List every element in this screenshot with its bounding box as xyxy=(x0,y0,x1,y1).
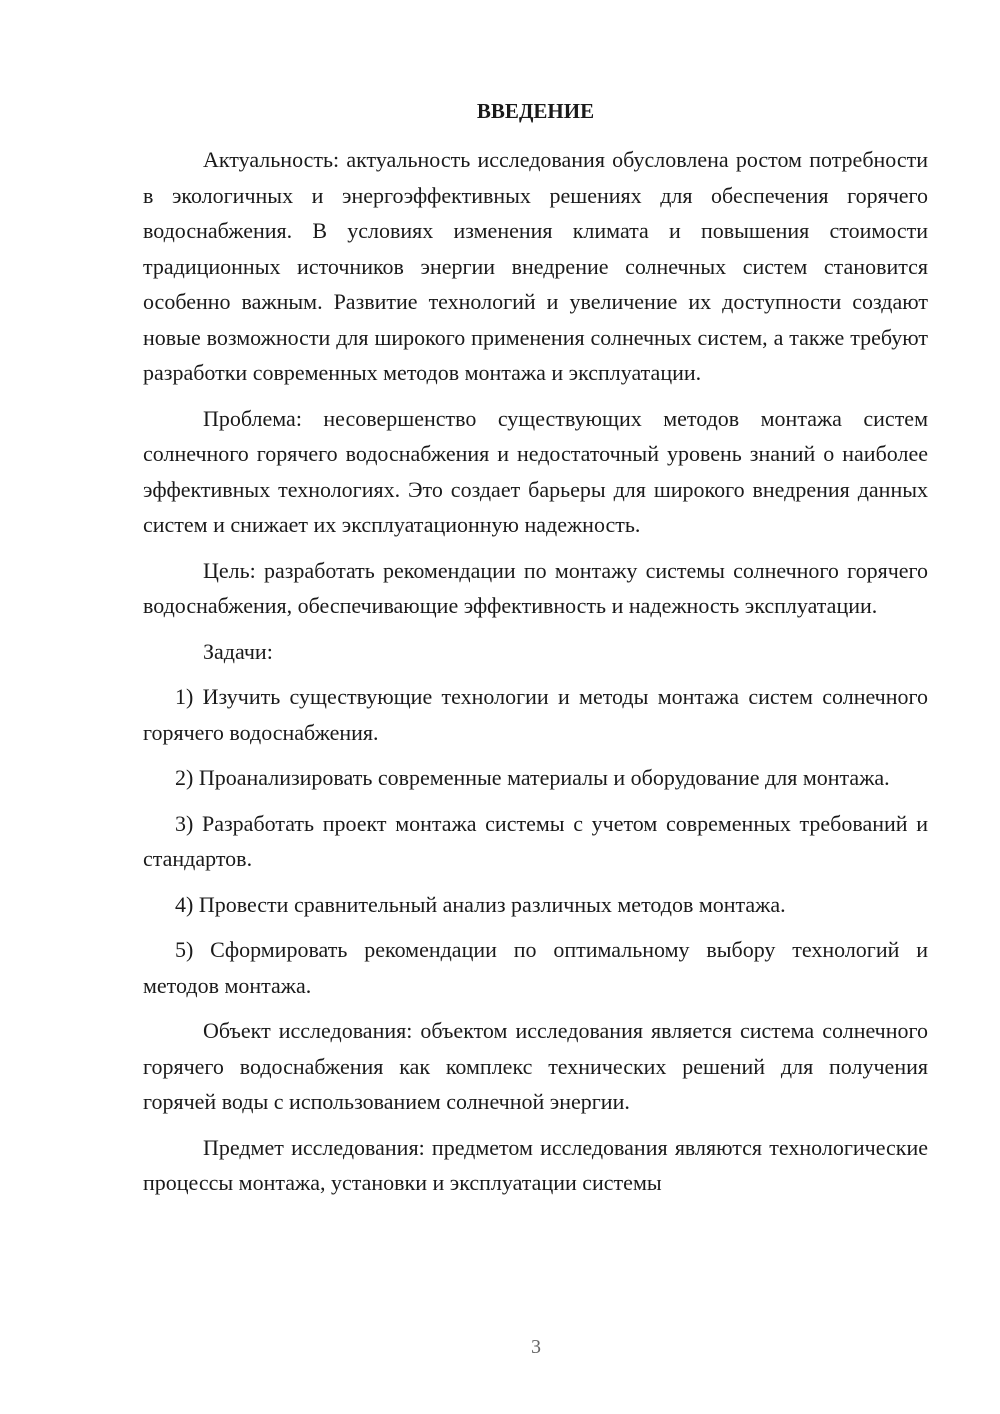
problem-paragraph: Проблема: несовершенство существующих методов монтажа систем солнечного горячего водоснабжения и недостаточный уровень знаний о наиболее эффективных технологиях. Это создает барьеры для широкого внедрения данных систем и снижает их эксплуатационную надежность. xyxy=(143,405,928,537)
relevance-paragraph: Актуальность: актуальность исследования обусловлена ростом потребности в экологичных и энергоэффективных решениях для обеспечения горячего водоснабжения. В условиях изменения климата и повышения стоимости традиционных источников энергии внедрение солнечных систем становится особенно важным. Развитие технологий и увеличение их доступности создают новые возможности для широкого применения солнечных систем, а также требуют разработки современных методов монтажа и эксплуатации. xyxy=(143,147,928,385)
section-title: ВВЕДЕНИЕ xyxy=(476,99,595,123)
tasks-heading: Задачи: xyxy=(203,638,273,664)
task-item-1: 1) Изучить существующие технологии и методы монтажа систем солнечного горячего водоснабжения. xyxy=(143,684,928,745)
task-item-4: 4) Провести сравнительный анализ различных методов монтажа. xyxy=(175,891,786,917)
object-paragraph: Объект исследования: объектом исследования является система солнечного горячего водоснабжения как комплекс технических решений для получения горячей воды с использованием солнечной энергии. xyxy=(143,1018,928,1114)
goal-paragraph: Цель: разработать рекомендации по монтажу системы солнечного горячего водоснабжения, обеспечивающие эффективность и надежность эксплуатации. xyxy=(143,557,928,618)
page-number: 3 xyxy=(531,1336,541,1358)
task-item-5: 5) Сформировать рекомендации по оптимальному выбору технологий и методов монтажа. xyxy=(143,937,928,998)
task-item-2: 2) Проанализировать современные материалы и оборудование для монтажа. xyxy=(175,765,890,790)
subject-paragraph: Предмет исследования: предметом исследования являются технологические процессы монтажа, установки и эксплуатации системы xyxy=(143,1134,928,1195)
document-body xyxy=(143,142,928,1201)
task-item-3: 3) Разработать проект монтажа системы с учетом современных требований и стандартов. xyxy=(143,810,928,871)
